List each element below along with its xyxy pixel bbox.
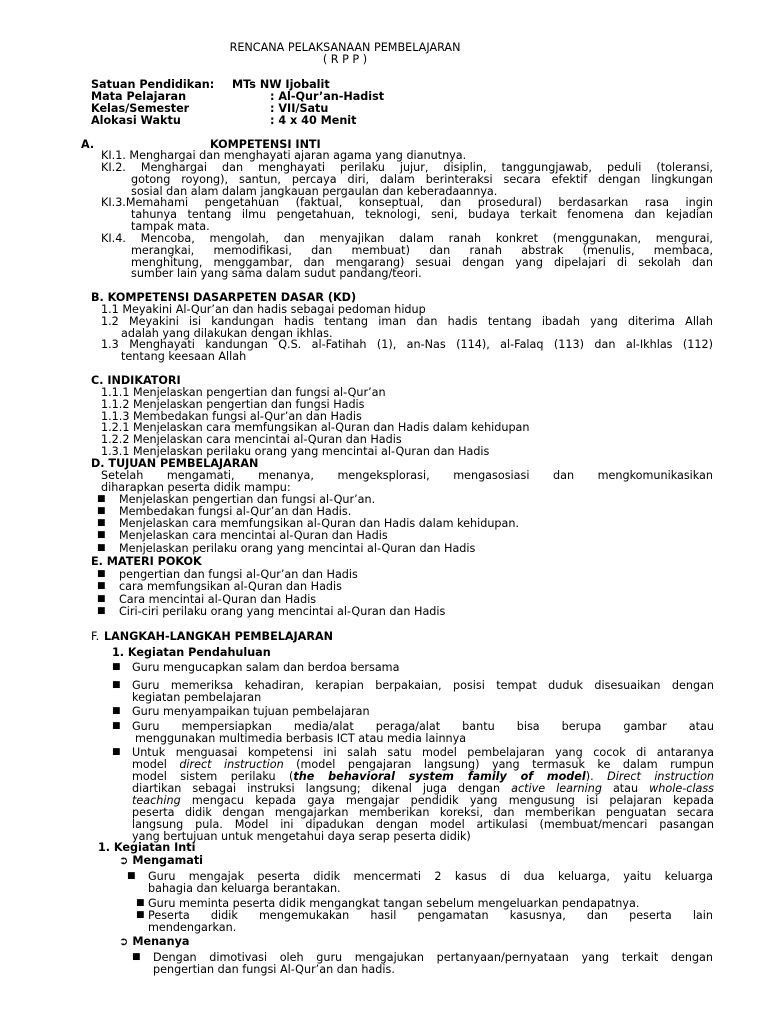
section-e-heading: E. MATERI POKOK	[91, 555, 202, 568]
document-title: RENCANA PELAKSANAAN PEMBELAJARAN	[229, 41, 461, 54]
bullet-icon: ■	[132, 952, 141, 962]
pendahuluan-item: kegiatan pembelajaran	[132, 691, 262, 704]
bullet-icon: ■	[97, 594, 106, 604]
bullet-icon: ■	[97, 518, 106, 528]
model-paragraph-line: diartikan sebagai instruksi langsung; dikenal juga dengan active learning atau whole-class	[132, 782, 715, 795]
tujuan-intro: Setelah mengamati, menanya, mengeksplorasi, mengasosiasi dan mengkomunikasikan	[101, 469, 713, 482]
ki-line: sosial dan alam dalam jangkauan pergaulan dan keberadaannya.	[131, 185, 498, 198]
document-subtitle: ( R P P )	[322, 53, 368, 66]
ki-line: tahunya tentang ilmu pengetahuan, teknologi, seni, budaya terkait fenomena dan kejadian	[131, 208, 713, 221]
bullet-icon: ■	[127, 871, 136, 881]
bullet-icon: ■	[112, 706, 121, 716]
pendahuluan-item: Guru mempersiapkan media/alat peraga/alat bantu bisa berupa gambar atau	[132, 720, 714, 733]
bullet-icon: ■	[97, 569, 106, 579]
mengamati-item: Guru meminta peserta didik mengangkat tangan sebelum mengeluarkan pendapatnya.	[148, 897, 640, 910]
mengamati-item: bahagia dan keluarga berantakan.	[148, 882, 341, 895]
kegiatan-inti-heading: 1. Kegiatan Inti	[98, 841, 196, 854]
bullet-icon: ■	[112, 662, 121, 672]
mengamati-heading: ➲ Mengamati	[119, 854, 204, 867]
identity-value-mapel: : Al-Qur’an-Hadist	[270, 90, 385, 103]
section-a-letter: A.	[81, 138, 95, 151]
ki-line: tampak mata.	[131, 220, 210, 233]
arrow-right-icon: ➲	[119, 854, 129, 867]
ki-line: KI.2. Menghargai dan menghayati perilaku jujur, disiplin, tanggungjawab, peduli (toleransi,	[101, 161, 713, 174]
indikator-line: 1.1.3 Membedakan fungsi al-Qur’an dan Hadis	[101, 410, 362, 423]
menanya-heading: ➲ Menanya	[119, 935, 190, 948]
kd-line: 1.1 Meyakini Al-Qur’an dan hadis sebagai pedoman hidup	[101, 303, 426, 316]
ki-line: merangkai, memodifikasi, dan membuat) dan ranah abstrak (menulis, membaca,	[131, 244, 713, 257]
indikator-line: 1.2.2 Menjelaskan cara mencintai al-Quran dan Hadis	[101, 433, 402, 446]
materi-item: Cara mencintai al-Quran dan Hadis	[119, 593, 317, 606]
pendahuluan-item: Guru memeriksa kehadiran, kerapian berpakaian, posisi tempat duduk disesuaikan dengan	[132, 679, 714, 692]
model-paragraph-line: langsung pula. Model ini dipadukan dengan model artikulasi (membuat/mencari pasangan	[132, 818, 714, 831]
identity-value-alokasi: : 4 x 40 Menit	[270, 114, 357, 127]
bullet-icon: ■	[112, 721, 121, 731]
tujuan-item: Menjelaskan cara memfungsikan al-Quran dan Hadis dalam kehidupan.	[119, 517, 520, 530]
ki-line: KI.4. Mencoba, mengolah, dan menyajikan dalam ranah konkret (menggunakan, mengurai,	[101, 232, 713, 245]
materi-item: cara memfungsikan al-Quran dan Hadis	[119, 580, 342, 593]
pendahuluan-item: Guru mengucapkan salam dan berdoa bersama	[132, 661, 400, 674]
pendahuluan-item: Guru menyampaikan tujuan pembelajaran	[132, 705, 370, 718]
identity-label-kelas: Kelas/Semester	[91, 102, 190, 115]
section-f-letter: F.	[91, 630, 100, 643]
tujuan-item: Menjelaskan cara mencintai al-Quran dan Hadis	[119, 529, 388, 542]
bullet-icon: ■	[136, 910, 145, 920]
kd-line: 1.2 Meyakini isi kandungan hadis tentang iman dan hadis tentang ibadah yang diterima Allah	[101, 315, 713, 328]
ki-line: KI.1. Menghargai dan menghayati ajaran agama yang dianutnya.	[101, 149, 467, 162]
ki-line: gotong royong), santun, percaya diri, dalam berinteraksi secara efektif dengan lingkungan	[131, 173, 713, 186]
section-b-heading: B. KOMPETENSI DASARPETEN DASAR (KD)	[91, 291, 357, 304]
kd-line: tentang keesaan Allah	[121, 350, 247, 363]
bullet-icon: ■	[97, 581, 106, 591]
bullet-icon: ■	[112, 680, 121, 690]
model-paragraph-line: yang bertujuan untuk mengetahui daya serap peserta didik)	[132, 830, 471, 843]
mengamati-item: Guru mengajak peserta didik mencermati 2 kasus di dua keluarga, yaitu keluarga	[148, 870, 713, 883]
ki-line: menghitung, menggambar, dan mengarang) sesuai dengan yang dipelajari di sekolah dan	[131, 256, 713, 269]
mengamati-item: Peserta didik mengemukakan hasil pengamatan kasusnya, dan peserta lain	[148, 909, 713, 922]
tujuan-item: Menjelaskan pengertian dan fungsi al-Qur’an.	[119, 493, 376, 506]
section-d-heading: D. TUJUAN PEMBELAJARAN	[91, 457, 259, 470]
identity-label-mapel: Mata Pelajaran	[91, 90, 187, 103]
identity-label-satuan: Satuan Pendidikan:	[91, 78, 215, 91]
bullet-icon: ■	[97, 494, 106, 504]
identity-label-alokasi: Alokasi Waktu	[91, 114, 181, 127]
bullet-icon: ■	[97, 606, 106, 616]
materi-item: Ciri-ciri perilaku orang yang mencintai al-Quran dan Hadis	[119, 605, 446, 618]
model-paragraph-line: model sistem perilaku (the behavioral system family of model). Direct instruction	[132, 770, 715, 783]
kegiatan-pendahuluan-heading: 1. Kegiatan Pendahuluan	[112, 646, 271, 659]
pendahuluan-item: menggunakan multimedia berbasis ICT atau media lainnya	[135, 732, 467, 745]
section-f-heading: LANGKAH-LANGKAH PEMBELAJARAN	[104, 630, 333, 643]
tujuan-item: Menjelaskan perilaku orang yang mencintai al-Quran dan Hadis	[119, 542, 476, 555]
section-a-heading: KOMPETENSI INTI	[210, 138, 321, 151]
model-paragraph-line: teaching mengacu kepada gaya mengajar pendidik yang mengusung isi pelajaran kepada	[132, 794, 714, 807]
section-c-heading: C. INDIKATORI	[91, 374, 181, 387]
model-paragraph-line: peserta didik dengan mengajarkan memberikan koreksi, dan memberikan penguatan secara	[132, 806, 714, 819]
mengamati-item: mendengarkan.	[148, 921, 237, 934]
bullet-icon: ■	[97, 530, 106, 540]
materi-item: pengertian dan fungsi al-Qur’an dan Hadis	[119, 568, 358, 581]
ki-line: KI.3.Memahami pengetahuan (faktual, konseptual, dan prosedural) berdasarkan rasa ingin	[101, 196, 713, 209]
kd-line: adalah yang dilakukan dengan ikhlas.	[121, 327, 333, 340]
identity-value-satuan: MTs NW Ijobalit	[232, 78, 330, 91]
indikator-line: 1.1.1 Menjelaskan pengertian dan fungsi al-Qur’an	[101, 386, 386, 399]
tujuan-item: Membedakan fungsi al-Qur’an dan Hadis.	[119, 505, 352, 518]
bullet-icon: ■	[136, 898, 145, 908]
kd-line: 1.3 Menghayati kandungan Q.S. al-Fatihah (1), an-Nas (114), al-Falaq (113) dan al-Ikhlas (112)	[101, 338, 713, 351]
tujuan-intro: diharapkan peserta didik mampu:	[101, 481, 291, 494]
bullet-icon: ■	[97, 543, 106, 553]
indikator-line: 1.3.1 Menjelaskan perilaku orang yang mencintai al-Quran dan Hadis	[101, 445, 490, 458]
bullet-icon: ■	[112, 747, 121, 757]
indikator-line: 1.1.2 Menjelaskan pengertian dan fungsi Hadis	[101, 398, 365, 411]
menanya-item: pengertian dan fungsi Al-Qur’an dan hadis.	[153, 963, 395, 976]
pendahuluan-item: Untuk menguasai kompetensi ini salah satu model pembelajaran yang cocok di antaranya	[132, 746, 714, 759]
menanya-item: Dengan dimotivasi oleh guru mengajukan pertanyaan/pernyataan yang terkait dengan	[153, 951, 713, 964]
identity-value-kelas: : VII/Satu	[270, 102, 329, 115]
indikator-line: 1.2.1 Menjelaskan cara memfungsikan al-Quran dan Hadis dalam kehidupan	[101, 421, 530, 434]
bullet-icon: ■	[97, 506, 106, 516]
arrow-right-icon: ➲	[119, 935, 129, 948]
model-paragraph-line: model direct instruction (model pengajaran langsung) yang termasuk ke dalam rumpun	[132, 758, 714, 771]
ki-line: sumber lain yang sama dalam sudut pandang/teori.	[131, 267, 422, 280]
